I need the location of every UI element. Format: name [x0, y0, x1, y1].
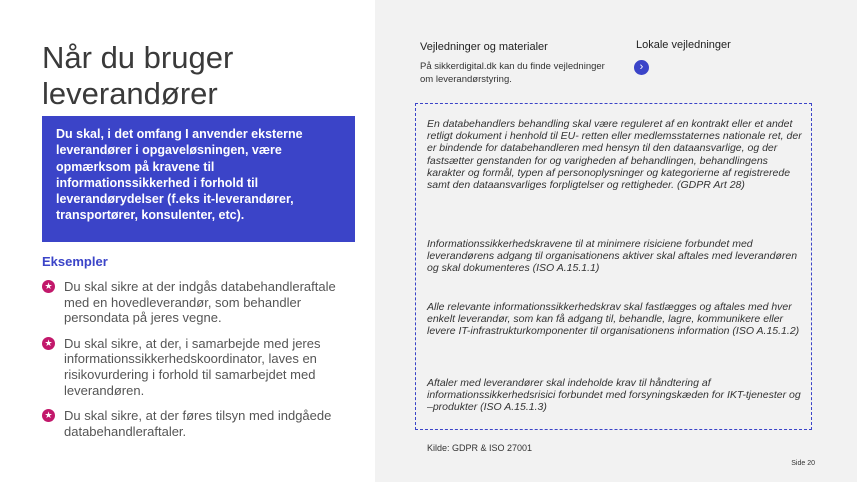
page-title: Når du bruger leverandører: [42, 40, 234, 111]
examples-heading: Eksempler: [42, 254, 108, 269]
star-icon: ★: [42, 409, 55, 422]
list-item: [42, 408, 360, 439]
materials-text: På sikkerdigital.dk kan du finde vejledninger om leverandørstyring.: [420, 61, 605, 85]
list-item: [42, 336, 360, 398]
requirement-paragraph: En databehandlers behandling skal være reguleret af en kontrakt eller et andet retligt dokument i henhold til EU- retten eller medlemsstaternes nationale ret, der er bindende for databehandleren med hensyn til den dataansvarlige, og der fastsætter genstanden for og varigheden af behandlingen, behandlingens karakter og formål, typen af personoplysninger og kategorierne af registrerede samt den dataansvarliges forpligtelser og rettigheder. (GDPR Art 28): [427, 118, 802, 192]
example-text: Du skal sikre, at der, i samarbejde med jeres informationssikkerhedskoordinator, laves en risikovurdering i forhold til samarbejdet med leverandøren.: [64, 335, 321, 398]
example-text: Du skal sikre, at der føres tilsyn med indgåede databehandleraftaler.: [64, 408, 332, 439]
local-guides-heading: Lokale vejledninger: [636, 39, 731, 51]
source-note: Kilde: GDPR & ISO 27001: [427, 443, 533, 453]
example-text: Du skal sikre at der indgås databehandleraftale med en hovedleverandør, som behandler persondata på jeres vegne.: [64, 279, 336, 326]
star-icon: ★: [42, 337, 55, 350]
page-number: Side 20: [791, 460, 815, 467]
left-panel: [0, 0, 375, 482]
materials-heading: Vejledninger og materialer: [420, 41, 548, 53]
list-item: [42, 279, 360, 326]
info-box: Du skal, i det omfang I anvender eksterne leverandører i opgaveløsningen, være opmærksom på kravene til informationssikkerhed i forhold til leverandørydelser (f.eks it-leverandører, transportører, konsulenter, etc).: [42, 116, 355, 242]
star-icon: ★: [42, 280, 55, 293]
requirement-paragraph: Informationssikkerhedskravene til at minimere risiciene forbundet med leverandørens adgang til organisationens aktiver skal aftales med leverandøren og skal dokumenteres (ISO A.15.1.1): [427, 238, 798, 275]
requirement-paragraph: Aftaler med leverandører skal indeholde krav til håndtering af informationssikkerhedsrisici forbundet med forsyningskæden for IKT-tjenester og –produkter (ISO A.15.1.3): [427, 377, 801, 414]
chevron-right-icon[interactable]: ›: [634, 60, 649, 75]
examples-list: [42, 279, 360, 449]
requirement-paragraph: Alle relevante informationssikkerhedskrav skal fastlægges og aftales med hver enkelt leverandør, som kan få adgang til, behandle, lagre, kommunikere eller levere IT-infrastrukturkomponenter til organisationens information (ISO A.15.1.2): [427, 301, 800, 338]
